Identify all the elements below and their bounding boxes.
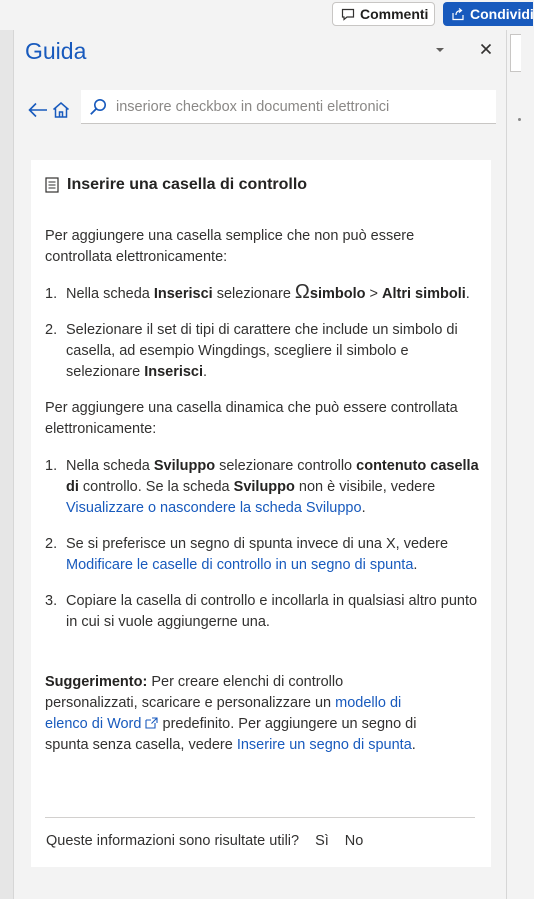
article-header — [45, 176, 307, 194]
share-label: Condividi — [470, 6, 534, 22]
close-icon — [480, 43, 492, 55]
tip-box: Suggerimento: Per creare elenchi di controllo personalizzati, scaricare e personalizzare un modello di elenco di Word predefinito. Per aggiungere un segno di spunta senza casella, vedere Inserire un segno di spunta. — [45, 674, 417, 753]
comment-icon — [341, 8, 355, 21]
article-icon — [45, 177, 59, 193]
feedback-yes-button[interactable]: Sì — [315, 833, 329, 849]
omega-symbol: Ω — [294, 281, 310, 303]
comments-button[interactable] — [332, 2, 435, 26]
external-link-icon — [145, 717, 158, 729]
share-icon — [451, 7, 465, 21]
pane-title: Guida — [25, 38, 87, 64]
document-edge — [0, 30, 14, 899]
ribbon-top-strip — [0, 0, 534, 30]
intro-static-text: Per aggiungere una casella semplice che non può essere controllata elettronicamente: — [45, 228, 415, 265]
dynamic-step-2: 2. Se si preferisce un segno di spunta invece di una X, vedere Modificare le caselle di controllo in un segno di spunta. — [45, 536, 449, 573]
link-change-checkbox-to-checkmark[interactable]: Modificare le caselle di controllo in un segno di spunta — [66, 557, 414, 573]
feedback-no-button[interactable]: No — [344, 833, 364, 849]
pane-options-button[interactable] — [433, 43, 447, 57]
share-button[interactable] — [443, 2, 533, 26]
article-title: Inserire una casella di controllo — [67, 176, 308, 193]
chevron-down-icon — [435, 47, 445, 53]
back-arrow-icon — [27, 100, 49, 120]
static-step-2: 2. Selezionare il set di tipi di carattere che include un simbolo di casella, ad esempio Wingdings, scegliere il simbolo e selezionare Inserisci. — [45, 322, 458, 380]
right-edge-strip — [506, 30, 520, 899]
search-input[interactable] — [81, 90, 496, 124]
link-show-hide-developer-tab[interactable]: Visualizzare o nascondere la scheda Sviluppo — [66, 500, 362, 516]
home-button[interactable] — [51, 100, 71, 120]
side-tab[interactable] — [510, 34, 521, 72]
static-step-1: 1. Nella scheda Inserisci selezionare Ωsimbolo > Altri simboli. — [45, 281, 470, 303]
home-icon — [51, 100, 71, 120]
intro-dynamic-text: Per aggiungere una casella dinamica che può essere controllata elettronicamente: — [45, 400, 458, 437]
feedback-row — [46, 833, 363, 849]
close-button[interactable] — [477, 40, 495, 58]
link-word-checklist-template[interactable]: modello di elenco di Word — [45, 695, 402, 732]
comments-label: Commenti — [360, 6, 429, 22]
back-button[interactable] — [27, 100, 49, 120]
tip-label: Suggerimento: — [45, 674, 148, 690]
article-card — [31, 160, 491, 867]
link-insert-checkmark[interactable]: Inserire un segno di spunta — [236, 737, 412, 753]
search-query: inseriore checkbox in documenti elettronici — [116, 98, 390, 115]
edge-marker — [518, 118, 521, 121]
dynamic-step-3: 3. Copiare la casella di controllo e incollarla in qualsiasi altro punto in cui si vuole aggiungerne una. — [45, 593, 478, 630]
feedback-divider — [45, 817, 475, 818]
dynamic-step-1: 1. Nella scheda Sviluppo selezionare controllo contenuto casella di controllo. Se la scheda Sviluppo non è visibile, vedere Visualizzare o nascondere la scheda Sviluppo. — [45, 458, 479, 516]
search-icon — [89, 98, 107, 116]
feedback-question: Queste informazioni sono risultate utili? — [46, 833, 300, 849]
